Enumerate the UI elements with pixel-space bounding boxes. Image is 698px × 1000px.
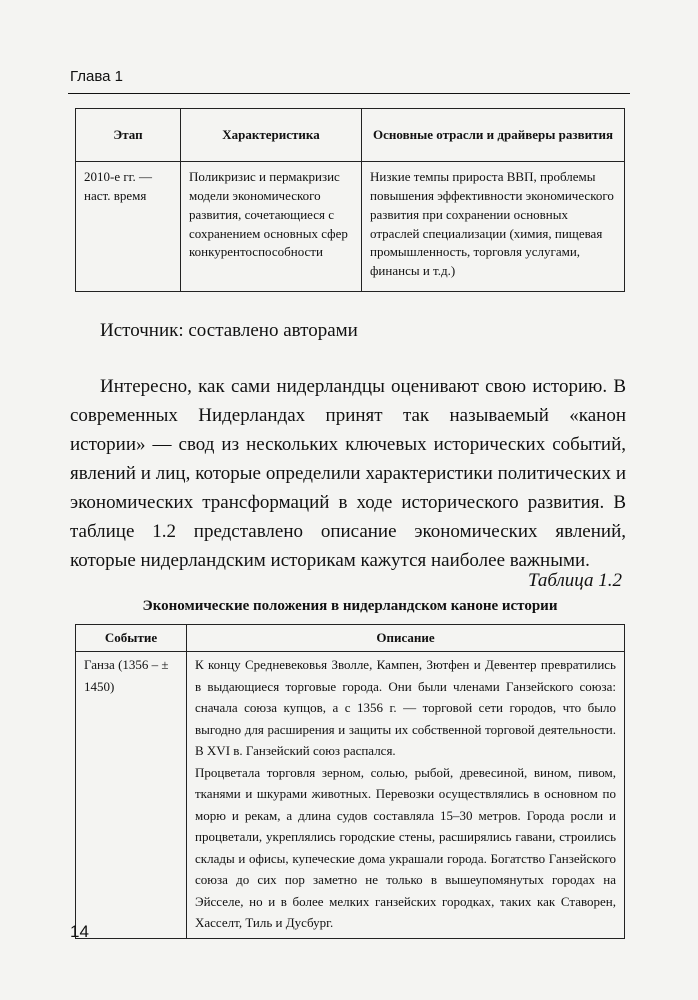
header-rule bbox=[68, 93, 630, 94]
running-header: Глава 1 bbox=[70, 68, 124, 85]
column-header-drivers: Основные отрасли и драйверы развития bbox=[362, 109, 625, 162]
table-row bbox=[76, 652, 625, 939]
cell-event: Ганза (1356 – ± 1450) bbox=[76, 652, 187, 939]
description-paragraph-2: Процветала торговля зерном, солью, рыбой, древесиной, вином, пивом, тканями и шкурами животных. Перевозки осуществлялись в основном по морю и рекам, а длина судов составляла 15–30 метров. Города росли и процветали, укреплялись городские стены, расширялись гавани, строились склады и офисы, купеческие дома украшали города. Богатство Ганзейского союза до сих пор заметно не только в вышеупомянутых городах на Эйсселе, но и в более мелких ганзейских городках, таких как Ставорен, Хасселт, Тиль и Дусбург. bbox=[195, 764, 616, 930]
column-header-stage: Этап bbox=[76, 109, 181, 162]
source-note: Источник: составлено авторами bbox=[100, 320, 358, 341]
body-paragraph: Интересно, как сами нидерландцы оценивают свою историю. В современных Нидерландах принят так называемый «канон истории» — свод из нескольких ключевых исторических событий, явлений и лиц, которые определили характеристики политических и экономических трансформаций в ходе исторического развития. В таблице 1.2 представлено описание экономических явлений, которые нидерландским историкам кажутся наиболее важными. bbox=[70, 376, 626, 571]
page-number: 14 bbox=[70, 922, 89, 941]
column-header-characteristic: Характеристика bbox=[181, 109, 362, 162]
column-header-event: Событие bbox=[76, 625, 187, 652]
table-number: Таблица 1.2 bbox=[528, 570, 622, 591]
stages-table bbox=[75, 108, 625, 292]
column-header-description: Описание bbox=[187, 625, 625, 652]
table-header-row bbox=[76, 109, 625, 162]
table-title: Экономические положения в нидерландском каноне истории bbox=[142, 598, 558, 614]
table-header-row bbox=[76, 625, 625, 652]
table-row bbox=[76, 162, 625, 292]
cell-drivers: Низкие темпы прироста ВВП, проблемы повышения эффективности экономического развития при сохранении основных отраслей специализации (химия, пищевая промышленность, торговля услугами, финансы и т.д.) bbox=[362, 162, 625, 292]
cell-description bbox=[187, 652, 625, 939]
cell-stage: 2010-е гг. — наст. время bbox=[76, 162, 181, 292]
cell-characteristic: Поликризис и пермакризис модели экономического развития, сочетающиеся с сохранением основных сфер конкурентоспособности bbox=[181, 162, 362, 292]
description-paragraph-1: К концу Средневековья Зволле, Кампен, Зютфен и Девентер превратились в выдающиеся торговые города. Они были членами Ганзейского союза: сначала союза купцов, а с 1356 г. — торговой сети городов, что было выгодно для расширения и защиты их собственной торговой деятельности. В XVI в. Ганзейский союз распался. bbox=[195, 657, 616, 758]
canon-table bbox=[75, 624, 625, 939]
